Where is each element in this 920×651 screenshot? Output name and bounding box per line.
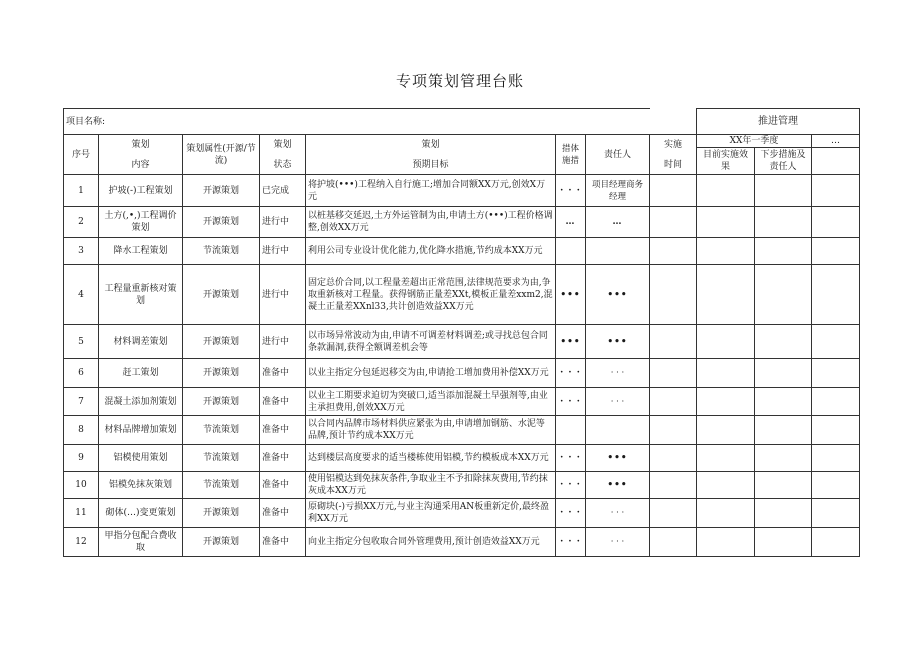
plan-status: 进行中 [260,325,306,359]
management-header: 推进管理 [697,109,860,135]
effect-cell [697,238,755,265]
effect-cell [697,416,755,445]
time-cell [650,238,697,265]
table-row [64,265,860,325]
col-seq: 序号 [64,135,99,175]
expected-target: 将护坡(•••)工程纳入自行施工;增加合同额XX万元,创效X万元 [306,175,556,207]
plan-status: 准备中 [260,445,306,472]
expected-target: 向业主指定分包收取合同外管理费用,预计创造效益XX万元 [306,528,556,557]
measures-cell: ••• [556,265,586,325]
plan-status: 准备中 [260,359,306,388]
col-target-line2: 预期目标 [412,159,449,170]
plan-attribute: 节流策划 [183,238,260,265]
next-step-cell [755,499,812,528]
plan-content: 铝模使用策划 [99,445,183,472]
col-attr: 策划属性(开源/节流) [183,135,260,175]
measures-cell: · · · [556,175,586,207]
row-number: 2 [64,207,99,238]
col-plan-line1: 策划 [131,139,150,150]
plan-attribute: 开源策划 [183,388,260,416]
row-number: 8 [64,416,99,445]
plan-attribute: 开源策划 [183,207,260,238]
col-plan [99,135,183,175]
table-row [64,528,860,557]
plan-attribute: 节流策划 [183,472,260,499]
plan-content: 甲指分包配合费收取 [99,528,183,557]
next-step-cell [755,416,812,445]
measures-cell: · · · [556,472,586,499]
row-number: 1 [64,175,99,207]
plan-status: 准备中 [260,472,306,499]
time-cell [650,265,697,325]
owner-cell: · · · [586,359,650,388]
measures-cell [556,238,586,265]
next-step-cell [755,445,812,472]
plan-content: 降水工程策划 [99,238,183,265]
measures-cell: ••• [556,325,586,359]
plan-attribute: 开源策划 [183,359,260,388]
effect-cell [697,388,755,416]
table-row [64,472,860,499]
col-target [306,135,556,175]
extra-cell [812,175,860,207]
owner-cell: · · · [586,388,650,416]
extra-cell [812,325,860,359]
time-cell [650,445,697,472]
extra-cell [812,445,860,472]
time-cell [650,528,697,557]
next-step-cell [755,359,812,388]
header-row-2 [64,135,860,148]
col-time-line2: 时间 [664,159,683,170]
time-cell [650,175,697,207]
plan-content: 材料调差策划 [99,325,183,359]
plan-content: 混凝土添加剂策划 [99,388,183,416]
plan-content: 材料品牌增加策划 [99,416,183,445]
col-plan-line2: 内容 [131,159,150,170]
table-row [64,238,860,265]
next-step-cell [755,238,812,265]
measures-cell [556,416,586,445]
row-number: 9 [64,445,99,472]
plan-content: 铝模免抹灰策划 [99,472,183,499]
measures-cell: · · · [556,499,586,528]
col-effect: 目前实施效果 [697,148,755,175]
plan-attribute: 开源策划 [183,325,260,359]
expected-target: 以市场异常波动为由,申请不可调差材料调差;或寻找总包合同条款漏洞,获得全额调差机会等 [306,325,556,359]
plan-attribute: 开源策划 [183,528,260,557]
plan-attribute: 开源策划 [183,265,260,325]
expected-target: 以桩基移交延迟,土方外运管制为由,申请土方(•••)工程价格调整,创效XX万元 [306,207,556,238]
next-step-cell [755,207,812,238]
effect-cell [697,325,755,359]
table-row [64,416,860,445]
extra-cell [812,207,860,238]
plan-status: 准备中 [260,499,306,528]
table-row [64,325,860,359]
next-step-cell [755,472,812,499]
row-number: 11 [64,499,99,528]
expected-target: 利用公司专业设计优化能力,优化降水措施,节约成本XX万元 [306,238,556,265]
next-step-cell [755,388,812,416]
col-time [650,135,697,175]
owner-cell: ••• [586,265,650,325]
expected-target: 使用铝模达到免抹灰条件,争取业主不予扣除抹灰费用,节约抹灰成本XX万元 [306,472,556,499]
owner-cell: · · · [586,499,650,528]
page-title: 专项策划管理台账 [395,72,524,90]
owner-cell: ••• [586,472,650,499]
col-time-line1: 实施 [664,139,683,150]
plan-status: 进行中 [260,265,306,325]
row-number: 4 [64,265,99,325]
col-status-line2: 状态 [273,159,292,170]
plan-content: 砌体(…)变更策划 [99,499,183,528]
effect-cell [697,207,755,238]
time-cell [650,472,697,499]
plan-content: 护坡(-)工程策划 [99,175,183,207]
extra-cell [812,528,860,557]
extra-cell [812,416,860,445]
extra-cell [812,499,860,528]
measures-cell: · · · [556,359,586,388]
next-step-cell [755,528,812,557]
owner-cell [586,416,650,445]
table-row [64,207,860,238]
plan-status: 已完成 [260,175,306,207]
plan-content: 土方(,•,)工程调价策划 [99,207,183,238]
time-cell [650,207,697,238]
next-step-cell [755,265,812,325]
plan-attribute: 开源策划 [183,175,260,207]
table-row [64,445,860,472]
project-name-label: 项目名称: [64,109,650,135]
extra-cell [812,388,860,416]
extra-cell [812,472,860,499]
owner-cell: … [586,207,650,238]
expected-target: 以业主工期要求迫切为突破口,适当添加混凝土早强剂等,由业主承担费用,创效XX万元 [306,388,556,416]
owner-cell [586,238,650,265]
extra-cell [812,359,860,388]
owner-cell: ••• [586,325,650,359]
col-status-line1: 策划 [273,139,292,150]
measures-cell: · · · [556,445,586,472]
table-row [64,359,860,388]
row-number: 5 [64,325,99,359]
plan-attribute: 节流策划 [183,416,260,445]
col-status [260,135,306,175]
expected-target: 以业主指定分包延迟移交为由,申请抢工增加费用补偿XX万元 [306,359,556,388]
col-extra [812,148,860,175]
expected-target: 以合同内品牌市场材料供应紧张为由,申请增加钢筋、水泥等品牌,预计节约成本XX万元 [306,416,556,445]
time-cell [650,388,697,416]
effect-cell [697,499,755,528]
effect-cell [697,528,755,557]
table-row [64,175,860,207]
col-period: XX年一季度 [697,135,812,148]
plan-status: 准备中 [260,528,306,557]
owner-cell: ••• [586,445,650,472]
ledger-body [64,175,860,557]
col-measures: 措体施措 [556,135,586,175]
row-number: 10 [64,472,99,499]
next-step-cell [755,325,812,359]
plan-content: 工程量重新核对策划 [99,265,183,325]
plan-status: 进行中 [260,207,306,238]
header-row-1 [64,109,860,135]
ledger-table [63,108,860,557]
measures-cell: … [556,207,586,238]
plan-status: 准备中 [260,416,306,445]
plan-status: 准备中 [260,388,306,416]
effect-cell [697,265,755,325]
plan-attribute: 开源策划 [183,499,260,528]
table-row [64,499,860,528]
col-period-more: … [812,135,860,148]
effect-cell [697,359,755,388]
time-cell [650,325,697,359]
col-next-step: 下步措施及责任人 [755,148,812,175]
measures-cell: · · · [556,388,586,416]
effect-cell [697,472,755,499]
extra-cell [812,265,860,325]
owner-cell: · · · [586,528,650,557]
plan-attribute: 节流策划 [183,445,260,472]
extra-cell [812,238,860,265]
col-owner: 责任人 [586,135,650,175]
effect-cell [697,445,755,472]
row-number: 12 [64,528,99,557]
next-step-cell [755,175,812,207]
plan-content: 赶工策划 [99,359,183,388]
row-number: 3 [64,238,99,265]
effect-cell [697,175,755,207]
table-row [64,388,860,416]
time-cell [650,359,697,388]
row-number: 7 [64,388,99,416]
row-number: 6 [64,359,99,388]
col-target-line1: 策划 [421,139,440,150]
expected-target: 固定总价合同,以工程量差超出正常范围,法律规范要求为由,争取重新核对工程量。获得钢筋正量差XXt,模板正量差xxm2,混凝土正量差XXnl33,共计创造效益XX万元 [306,265,556,325]
header-spacer [650,109,697,135]
owner-cell: 项目经理商务经理 [586,175,650,207]
time-cell [650,416,697,445]
time-cell [650,499,697,528]
expected-target: 达到楼层高度要求的适当楼栋使用铝模,节约模板成本XX万元 [306,445,556,472]
measures-cell: · · · [556,528,586,557]
expected-target: 原砌块(-)亏损XX万元,与业主沟通采用AN板重新定价,最终盈利XX万元 [306,499,556,528]
plan-status: 进行中 [260,238,306,265]
